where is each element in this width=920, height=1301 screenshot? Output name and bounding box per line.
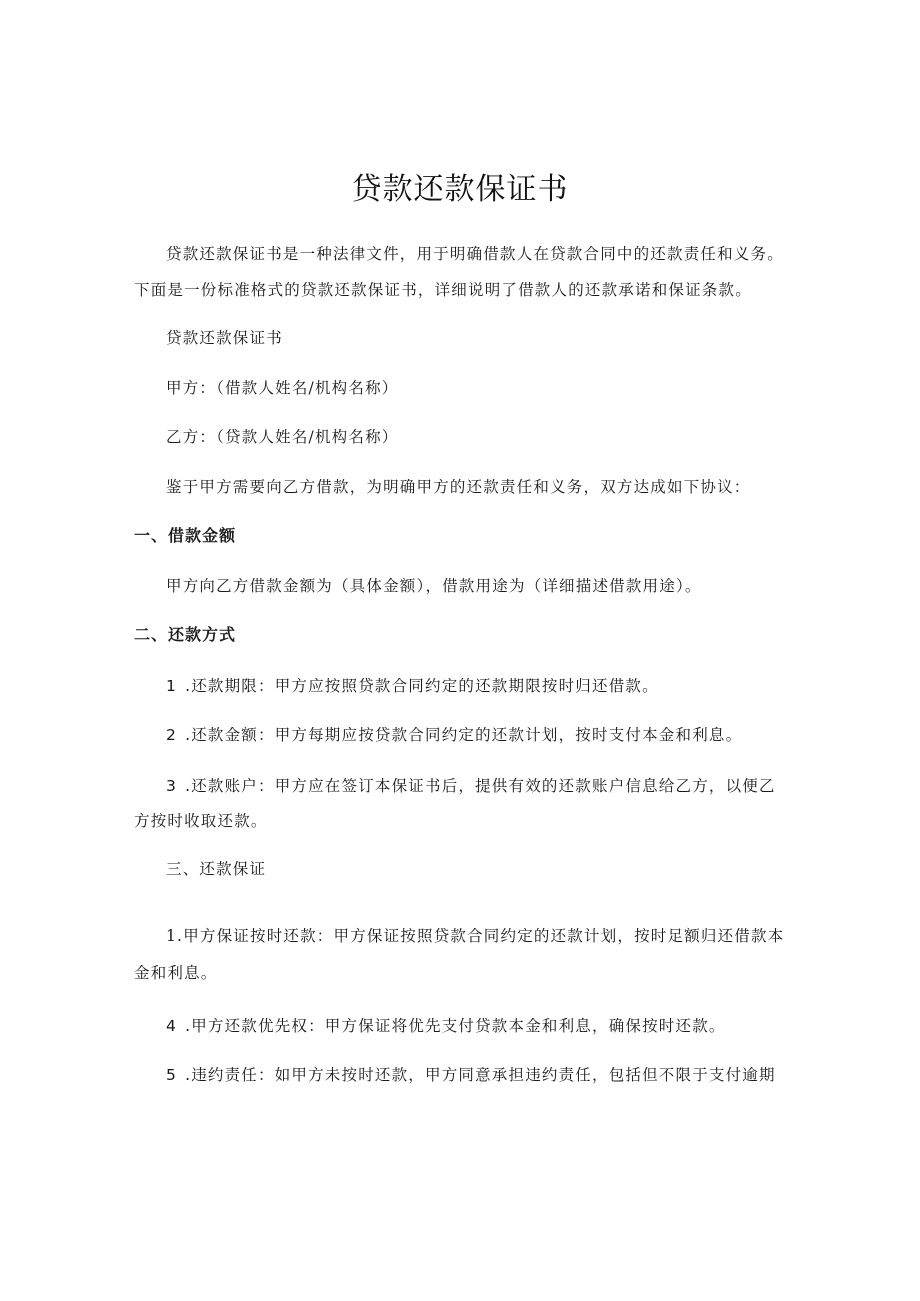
section-1-heading: 一、借款金额 (134, 526, 237, 545)
item-text: .甲方还款优先权：甲方保证将优先支付贷款本金和利息，确保按时还款。 (185, 1017, 726, 1035)
party-b: 乙方：（贷款人姓名/机构名称） (166, 428, 399, 446)
item-text: .还款期限：甲方应按照贷款合同约定的还款期限按时归还借款。 (185, 677, 659, 695)
repayment-item-1 (166, 675, 659, 697)
guarantee-item-1: 1.甲方保证按时还款：甲方保证按照贷款合同约定的还款计划，按时足额归还借款本 (166, 927, 785, 945)
section-1-body: 甲方向乙方借款金额为（具体金额），借款用途为（详细描述借款用途）。 (166, 577, 702, 595)
item-text: .违约责任：如甲方未按时还款，甲方同意承担违约责任，包括但不限于支付逾期 (185, 1066, 776, 1084)
item-number: 3 (166, 777, 178, 795)
item-number: 5 (166, 1066, 178, 1084)
item-number: 2 (166, 726, 178, 744)
intro-line-1: 贷款还款保证书是一种法律文件，用于明确借款人在贷款合同中的还款责任和义务。 (166, 245, 784, 263)
subtitle: 贷款还款保证书 (166, 329, 283, 347)
section-2-heading: 二、还款方式 (134, 625, 237, 644)
guarantee-item-5 (166, 1064, 776, 1086)
guarantee-item-1-continuation: 金和利息。 (134, 964, 218, 982)
item-text: .还款账户：甲方应在签订本保证书后，提供有效的还款账户信息给乙方，以便乙 (185, 777, 776, 795)
item-number: 4 (166, 1017, 178, 1035)
item-text: .还款金额：甲方每期应按贷款合同约定的还款计划，按时支付本金和利息。 (185, 726, 743, 744)
item-number: 1 (166, 677, 178, 695)
repayment-item-3 (166, 775, 776, 797)
document-title: 贷款还款保证书 (351, 172, 569, 207)
intro-line-2: 下面是一份标准格式的贷款还款保证书，详细说明了借款人的还款承诺和保证条款。 (134, 281, 752, 299)
party-a: 甲方：（借款人姓名/机构名称） (166, 379, 399, 397)
repayment-item-2 (166, 724, 742, 746)
repayment-item-3-continuation: 方按时收取还款。 (134, 812, 268, 830)
preamble: 鉴于甲方需要向乙方借款，为明确甲方的还款责任和义务，双方达成如下协议： (166, 478, 751, 496)
section-3-heading: 三、还款保证 (166, 860, 267, 878)
guarantee-item-4 (166, 1015, 726, 1037)
